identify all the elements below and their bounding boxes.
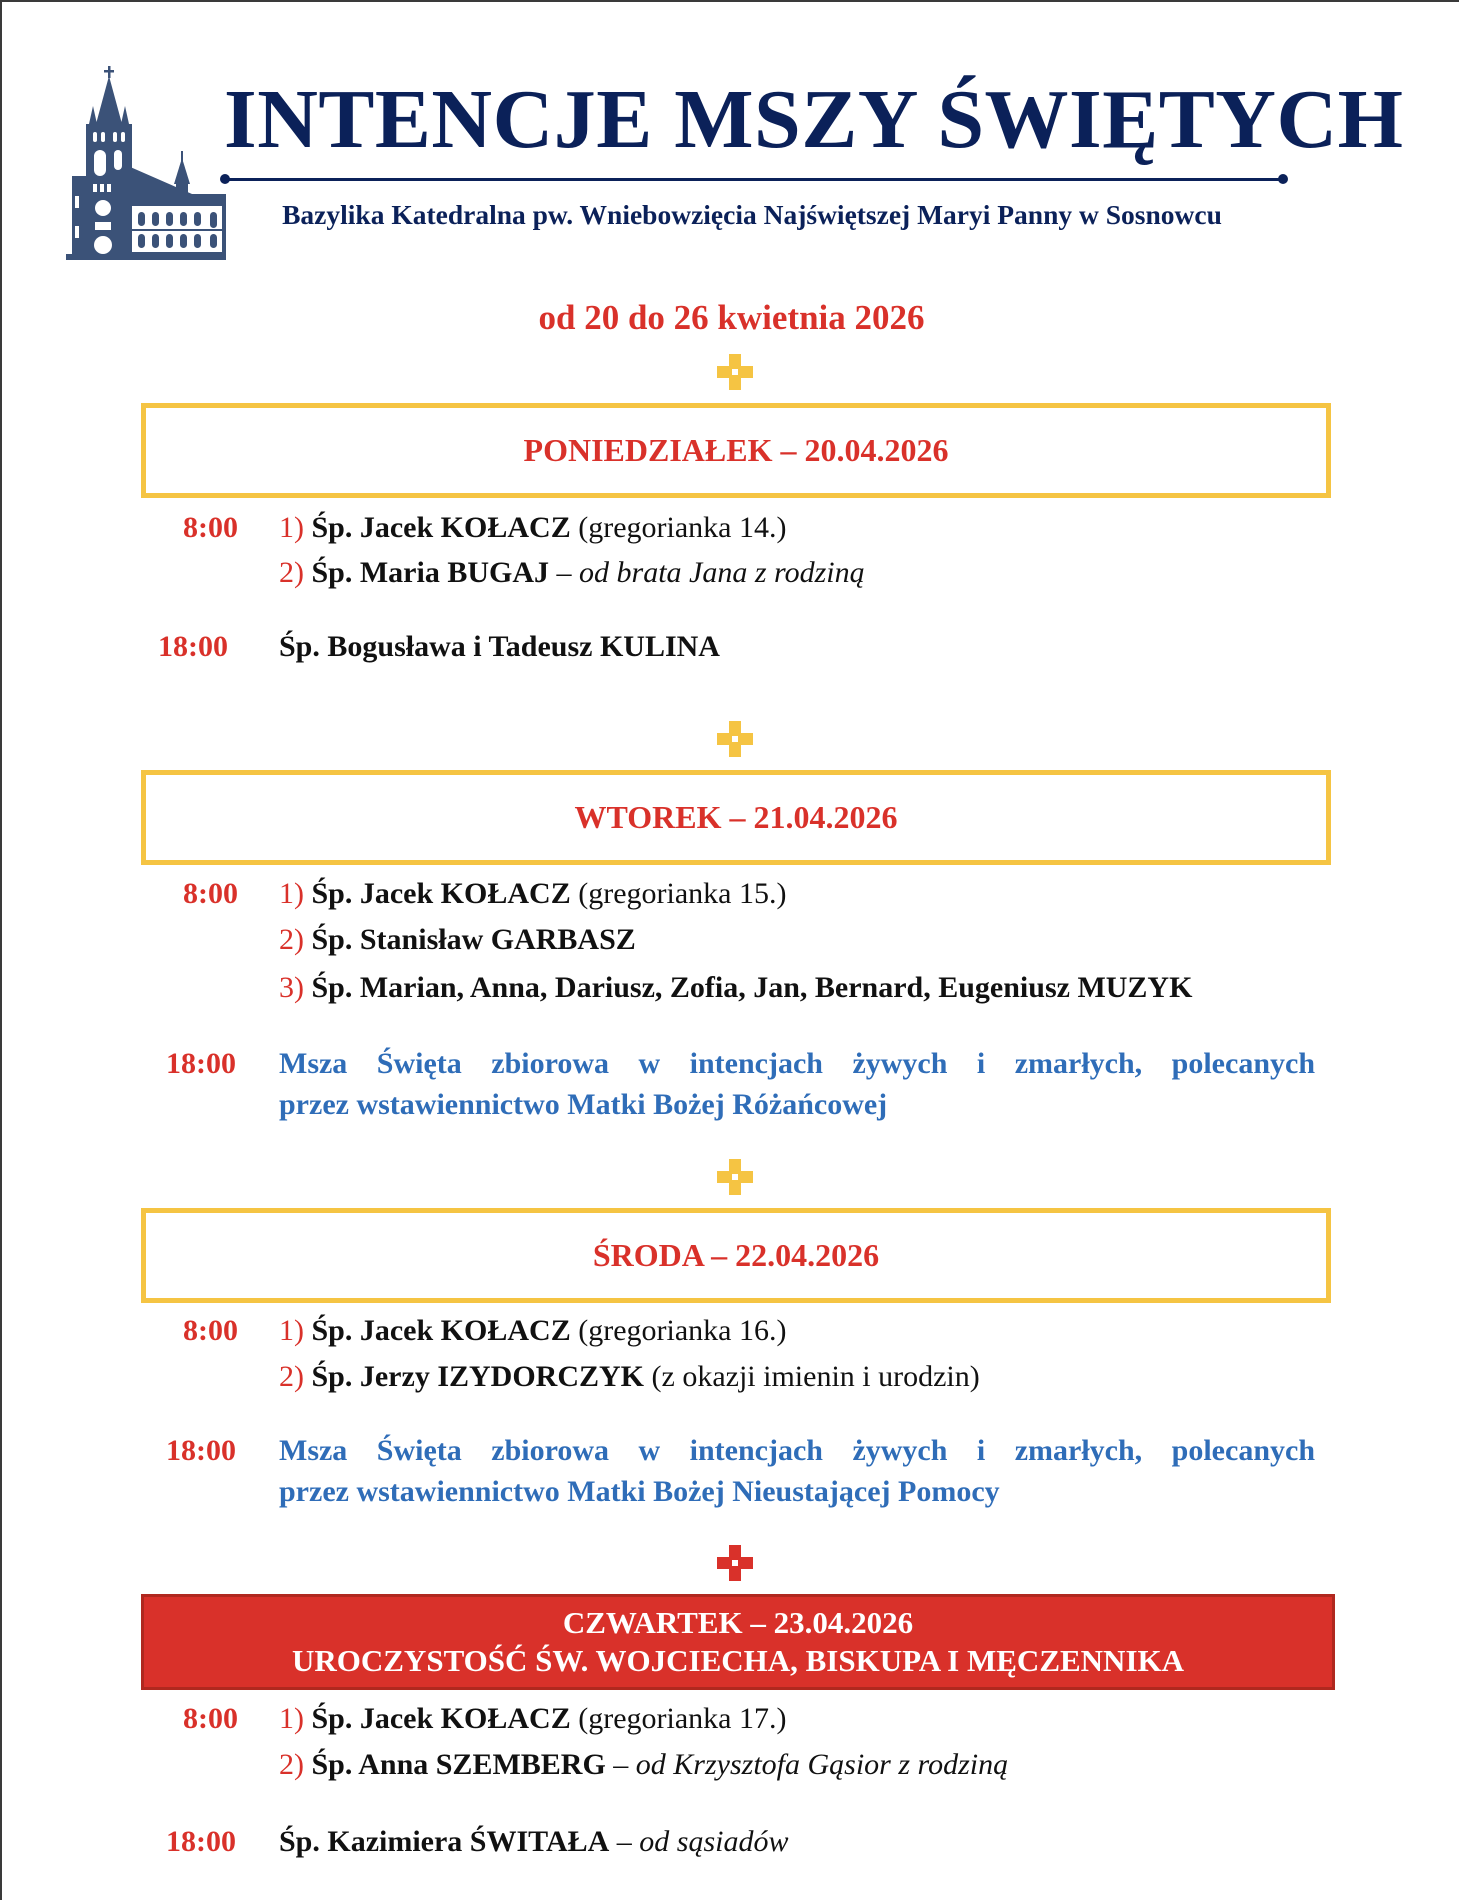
mass-time: 8:00 bbox=[183, 877, 238, 910]
divider-dot-left bbox=[220, 174, 230, 184]
parish-name: Bazylika Katedralna pw. Wniebowzięcia Najświętszej Maryi Panny w Sosnowcu bbox=[282, 199, 1222, 230]
day-label: CZWARTEK – 23.04.2026 bbox=[562, 1605, 914, 1640]
intention-number: 1) bbox=[279, 511, 304, 544]
day-label: WTOREK – 21.04.2026 bbox=[574, 799, 898, 835]
collective-intention-line: przez wstawiennictwo Matki Bożej Różańcowej bbox=[279, 1088, 888, 1121]
mass-time: 18:00 bbox=[158, 630, 228, 663]
intention-number: 1) bbox=[279, 1702, 304, 1735]
intention bbox=[279, 1357, 980, 1397]
mass-time: 8:00 bbox=[183, 511, 238, 544]
intention-note: (gregorianka 16.) bbox=[570, 1314, 787, 1347]
divider-dot-right bbox=[1278, 174, 1288, 184]
separator: – bbox=[549, 556, 580, 589]
intention-name: Śp. Jerzy IZYDORCZYK bbox=[311, 1360, 645, 1393]
intention-name: Śp. Kazimiera ŚWITAŁA bbox=[279, 1825, 610, 1858]
feast-name: UROCZYSTOŚĆ ŚW. WOJCIECHA, BISKUPA I MĘCZENNIKA bbox=[291, 1643, 1185, 1678]
intention-number: 2) bbox=[279, 556, 304, 589]
intention-name: Śp. Bogusława i Tadeusz KULINA bbox=[279, 630, 720, 663]
intention-note: (gregorianka 15.) bbox=[570, 877, 787, 910]
cross-icon bbox=[717, 1159, 753, 1195]
mass-time: 18:00 bbox=[166, 1047, 236, 1080]
day-label: ŚRODA – 22.04.2026 bbox=[592, 1237, 880, 1273]
intention-number: 2) bbox=[279, 1748, 304, 1781]
intention-name: Śp. Jacek KOŁACZ bbox=[311, 877, 571, 910]
separator: – bbox=[609, 1825, 640, 1858]
title-divider bbox=[224, 178, 1284, 181]
intention-donor: od Krzysztofa Gąsior z rodziną bbox=[635, 1748, 1009, 1781]
intention-name: Śp. Jacek KOŁACZ bbox=[311, 511, 571, 544]
intention-number: 2) bbox=[279, 1360, 304, 1393]
church-icon bbox=[66, 66, 226, 262]
collective-intention-line: przez wstawiennictwo Matki Bożej Nieustającej Pomocy bbox=[279, 1475, 1000, 1508]
page-title: INTENCJE MSZY ŚWIĘTYCH bbox=[224, 73, 1404, 166]
mass-time: 18:00 bbox=[166, 1825, 236, 1858]
mass-time: 8:00 bbox=[183, 1702, 238, 1735]
intention bbox=[279, 553, 865, 593]
separator: – bbox=[605, 1748, 636, 1781]
day-header-monday bbox=[141, 403, 1331, 498]
cross-icon bbox=[717, 721, 753, 757]
mass-time: 18:00 bbox=[166, 1434, 236, 1467]
cross-icon bbox=[717, 354, 753, 390]
intention bbox=[279, 1822, 789, 1862]
intention-name: Śp. Maria BUGAJ bbox=[311, 556, 550, 589]
intention-donor: od brata Jana z rodziną bbox=[579, 556, 865, 589]
date-range: od 20 do 26 kwietnia 2026 bbox=[538, 298, 925, 337]
intention bbox=[279, 1745, 1008, 1785]
day-header-tuesday bbox=[141, 770, 1331, 865]
intention bbox=[279, 508, 786, 548]
intention bbox=[279, 1311, 786, 1351]
intention-name: Śp. Jacek KOŁACZ bbox=[311, 1314, 571, 1347]
intention-note: (z okazji imienin i urodzin) bbox=[644, 1360, 980, 1393]
intention-note: (gregorianka 14.) bbox=[570, 511, 787, 544]
cross-icon bbox=[717, 1545, 753, 1581]
day-label: PONIEDZIAŁEK – 20.04.2026 bbox=[523, 432, 949, 468]
intention-donor: od sąsiadów bbox=[639, 1825, 789, 1858]
intention-name: Śp. Jacek KOŁACZ bbox=[311, 1702, 571, 1735]
day-header-wednesday bbox=[141, 1208, 1331, 1303]
intention-name: Śp. Marian, Anna, Dariusz, Zofia, Jan, Bernard, Eugeniusz MUZYK bbox=[311, 971, 1193, 1004]
day-header-thursday bbox=[141, 1594, 1335, 1690]
intention-name: Śp. Anna SZEMBERG bbox=[311, 1748, 606, 1781]
intention-note: (gregorianka 17.) bbox=[570, 1702, 787, 1735]
intention bbox=[279, 874, 786, 914]
intention-number: 1) bbox=[279, 1314, 304, 1347]
intention bbox=[279, 920, 636, 960]
intention-number: 3) bbox=[279, 971, 304, 1004]
mass-time: 8:00 bbox=[183, 1314, 238, 1347]
intention bbox=[279, 968, 1192, 1008]
collective-intention-line: Msza Święta zbiorowa w intencjach żywych i zmarłych, polecanych bbox=[279, 1047, 1315, 1080]
intention-name: Śp. Stanisław GARBASZ bbox=[311, 923, 636, 956]
intention bbox=[279, 1699, 786, 1739]
collective-intention-line: Msza Święta zbiorowa w intencjach żywych i zmarłych, polecanych bbox=[279, 1434, 1315, 1467]
intention-number: 2) bbox=[279, 923, 304, 956]
intention-number: 1) bbox=[279, 877, 304, 910]
